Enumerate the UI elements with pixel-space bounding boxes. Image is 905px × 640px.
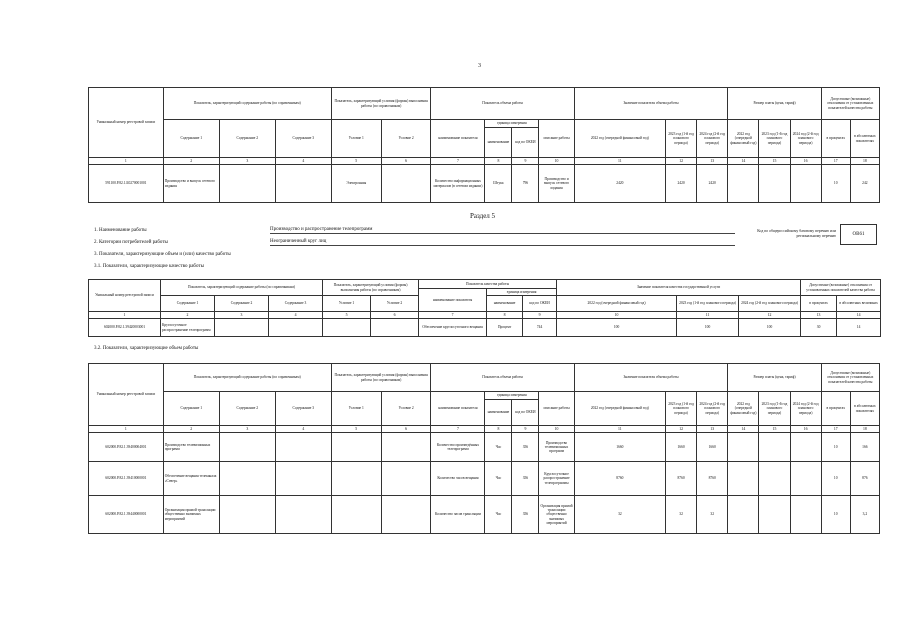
col-content3: Содержание 3 [275, 392, 331, 426]
column-number-row: 1 2 3 4 5 6 7 8 9 10 11 12 13 14 [89, 312, 881, 319]
col-fee-group: Размер платы (цена, тариф) [728, 88, 821, 120]
col-content-group: Показатель, характеризующий содержание работы (по справочникам) [163, 88, 331, 120]
col-okei: код по ОКЕИ [512, 400, 539, 426]
col-absolute: в абсолютных показателях [850, 120, 879, 158]
col-year-2024: 2024 год (2-й год планового периода) [697, 120, 728, 158]
volume-table-bottom [88, 363, 880, 534]
col-content2: Содержание 2 [215, 296, 269, 312]
col-content3: Содержание 3 [275, 120, 331, 158]
col-unit-group: единица измерения [485, 392, 539, 400]
col-volume-group: Показатель объема работы [431, 364, 574, 392]
col-description: описание работы [539, 392, 574, 426]
col-content1: Содержание 1 [163, 120, 219, 158]
col-cond1: Условие 1 [323, 296, 371, 312]
consumers-label: 2. Категории потребителей работы [94, 240, 168, 245]
col-fee-2022: 2022 год (очередной финансовый год) [728, 392, 759, 426]
code-label: Код по общероссийскому базовому перечню или региональному перечню [757, 229, 836, 238]
heading-quality: 3.1. Показатели, характеризующие качество работы [94, 264, 204, 269]
col-deviation-group: Допустимые (возможные) отклонения от установленных показателей качества работы [821, 88, 879, 120]
column-number-row: 1 2 3 4 5 6 7 8 9 10 11 12 13 14 15 16 17 18 [89, 158, 880, 165]
col-fee-2024: 2024 год (2-й год планового периода) [790, 392, 821, 426]
col-fee-2024: 2024 год (2-й год планового периода) [790, 120, 821, 158]
col-absolute: в абсолютных показателях [850, 392, 879, 426]
col-year-2024: 2024 год (2-й год планового периода) [697, 392, 728, 426]
col-percent: в процентах [821, 120, 850, 158]
col-content-group: Показатель, характеризующий содержание работы (по справочникам) [163, 364, 331, 392]
col-fee-group: Размер платы (цена, тариф) [728, 364, 821, 392]
col-conditions-group: Показатель, характеризующий условия (формы) выполнения работы (по справочникам) [331, 364, 431, 392]
col-fee-2023: 2023 год (1-й год планового периода) [759, 120, 790, 158]
col-year-2022: 2022 год (очередной финансовый год) [574, 120, 665, 158]
code-box: ОВ61 [840, 224, 877, 245]
column-number-row: 1 2 3 4 5 6 7 8 9 10 11 12 13 14 15 16 17 18 [89, 426, 880, 433]
col-cond1: Условие 1 [331, 120, 381, 158]
col-year-2022: 2022 год (очередной финансовый год) [574, 392, 665, 426]
col-unit-name: наименование [485, 128, 512, 158]
col-content-group: Показатель, характеризующий содержание работы (по справочникам) [161, 280, 323, 296]
col-year-2024: 2024 год (2-й год планового периода) [739, 296, 801, 312]
col-cond1: Условие 1 [331, 392, 381, 426]
col-year-2023: 2023 год (1-й год планового периода) [666, 392, 697, 426]
quality-table [88, 279, 881, 337]
col-fee-2023: 2023 год (1-й год планового периода) [759, 392, 790, 426]
heading-volume: 3.2. Показатели, характеризующие объем работы [94, 346, 199, 351]
table-row: 602000.Р.82.1.39420003001 Круглосуточное распространение телепрограмм Обеспечение круглосуточного вещания Процент 744 100 100 100 30 14 [89, 319, 881, 337]
col-cond2: Условие 2 [381, 120, 431, 158]
col-percent: в процентах [801, 296, 837, 312]
col-year-2023: 2023 год (1-й год планового периода) [677, 296, 739, 312]
work-name-value: Производство и распространение телепрограмм [270, 227, 735, 234]
col-unique-no: Уникальный номер реестровой записи [89, 364, 164, 426]
col-deviation-group: Допустимые (возможные) отклонения от установленных показателей качества работы [821, 364, 879, 392]
col-unit-name: наименование [487, 296, 523, 312]
section-title: Раздел 5 [470, 212, 496, 220]
col-indicator-name: наименование показателя [431, 392, 485, 426]
col-indicator-name: наименование показателя [419, 289, 487, 312]
col-okei: код по ОКЕИ [523, 296, 557, 312]
col-unique-no: Уникальный номер реестровой записи [89, 88, 164, 158]
col-content2: Содержание 2 [219, 120, 275, 158]
col-unique-no: Уникальный номер реестровой записи [89, 280, 161, 312]
col-content3: Содержание 3 [269, 296, 323, 312]
col-year-2023: 2023 год (1-й год планового периода) [666, 120, 697, 158]
col-conditions-group: Показатель, характеризующий условия (формы) выполнения работы (по справочникам) [331, 88, 431, 120]
col-content2: Содержание 2 [219, 392, 275, 426]
col-quality-group: Показатель качества работы [419, 280, 557, 289]
col-volume-group: Показатель объема работы [431, 88, 574, 120]
col-absolute: в абсолютных величинах [837, 296, 881, 312]
table-row: 591100.Р.82.1.Б0270001001 Производство и выпуск сетевого издания Электронная Количество информационных материалов (в сетевом издании) Штука 796 Производство и выпуск сетевого издания 2420 2420 2420 10 242 [89, 165, 880, 203]
page-number: 3 [478, 63, 481, 69]
col-unit-group: единица измерения [487, 289, 557, 296]
work-name-label: 1. Наименование работы [94, 228, 147, 233]
col-content1: Содержание 1 [163, 392, 219, 426]
col-percent: в процентах [821, 392, 850, 426]
col-deviation-group: Допустимые (возможные) отклонения от установленных показателей качества работы [801, 280, 881, 296]
consumers-value: Неограниченный круг лиц [270, 239, 735, 246]
col-description: описание работы [539, 120, 574, 158]
table-row: 602000.Р.82.1.39410000001 Обеспечение вещания телеканала «Север» Количество часов вещания Час 356 Круглосуточное распространение телепрограммы 8760 8760 8760 10 876 [89, 462, 880, 496]
col-value-group: Значение показателя качества государственной услуги [557, 280, 801, 296]
col-unit-name: наименование [485, 400, 512, 426]
col-value-group: Значение показателя объема работы [574, 364, 728, 392]
volume-table-top [88, 87, 880, 203]
col-indicator-name: наименование показателя [431, 120, 485, 158]
col-year-2022: 2022 год (очередной финансовый год) [557, 296, 677, 312]
col-content1: Содержание 1 [161, 296, 215, 312]
col-conditions-group: Показатель, характеризующий условия (формы) выполнения работы (по справочникам) [323, 280, 419, 296]
table-row: 602000.Р.82.1.39400004001 Производство телевизионных программ Количество произведённых телепрограмм Час 356 Производство телевизионных программ 1660 1660 1660 10 166 [89, 433, 880, 462]
col-okei: код по ОКЕИ [512, 128, 539, 158]
col-value-group: Значение показателя объема работы [574, 88, 728, 120]
heading-indicators: 3. Показатели, характеризующие объем и (или) качество работы [94, 252, 231, 257]
col-unit-group: единица измерения [485, 120, 539, 128]
col-fee-2022: 2022 год (очередной финансовый год) [728, 120, 759, 158]
table-row: 602000.Р.82.1.39440000001 Организация прямой трансляции общественно значимых мероприятий Количество часов трансляции Час 356 Организация прямой трансляции общественно значимых мероприятий 32 32 32 10 3,2 [89, 496, 880, 534]
col-cond2: Условие 2 [381, 392, 431, 426]
col-cond2: Условие 2 [371, 296, 419, 312]
